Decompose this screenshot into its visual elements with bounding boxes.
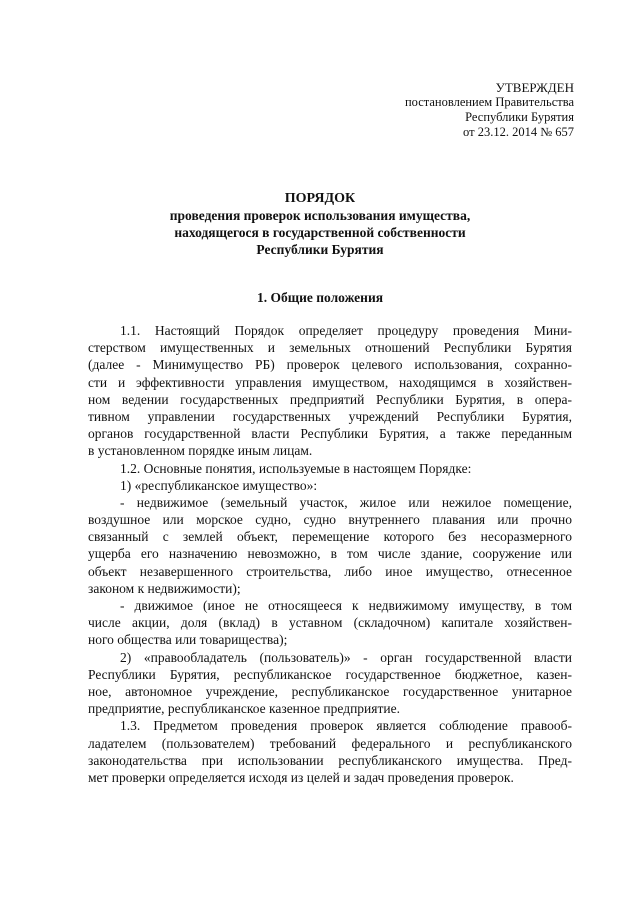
text-line: предприятие, республиканское казенное предприятие. — [88, 701, 400, 717]
text-line: ущерба его назначению невозможно, в том числе здание, сооружение или — [88, 546, 572, 562]
text-line: ного общества или товарищества); — [88, 632, 288, 648]
text-line: - недвижимое (земельный участок, жилое или нежилое помещение, — [120, 494, 572, 510]
text-line: законодательства при использовании республиканского имущества. Пред- — [88, 752, 572, 768]
approval-line: постановлением Правительства — [404, 95, 574, 109]
approval-line: Республики Бурятия — [465, 110, 574, 124]
text-line: тивном управлении государственных учреждений Республики Бурятия, — [88, 408, 572, 424]
document-title — [0, 190, 640, 258]
text-line: (далее - Минимущество РБ) проверок целевого использования, сохранно- — [88, 357, 572, 373]
approval-heading: УТВЕРЖДЕН — [495, 80, 574, 95]
text-line: объект незавершенного строительства, либо иное имущество, отнесенное — [88, 563, 572, 579]
section-heading: 1. Общие положения — [256, 290, 384, 305]
text-line: ладателем (пользователем) требований федерального и республиканского — [88, 735, 572, 751]
text-line: 1.1. Настоящий Порядок определяет процедуру проведения Мини- — [120, 323, 572, 338]
title-line: Республики Бурятия — [256, 242, 384, 257]
text-line: Республики Бурятия, республиканское государственное бюджетное, казен- — [88, 666, 572, 682]
title-line: находящегося в государственной собственности — [174, 225, 466, 240]
text-line: сти и эффективности управления имуществом, находящимся в хозяйствен- — [88, 374, 572, 390]
text-line: 2) «правообладатель (пользователь)» - орган государственной власти — [120, 649, 572, 665]
text-line: - движимое (иное не относящееся к недвижимому имуществу, в том — [120, 598, 572, 613]
approval-stamp — [405, 80, 574, 140]
text-line: мет проверки определяется исходя из целей и задач проведения проверок. — [88, 769, 514, 785]
text-line: в установленном порядке иным лицам. — [88, 443, 313, 459]
text-line: связанный с землей объект, перемещение которого без несоразмерного — [88, 529, 572, 545]
title-line: проведения проверок использования имущества, — [169, 208, 471, 223]
text-line: воздушное или морское судно, судно внутреннего плавания или прочно — [88, 512, 572, 528]
text-line: законом к недвижимости); — [88, 580, 241, 596]
text-line: органов государственной власти Республики Бурятия, а также переданным — [88, 426, 572, 442]
text-line: 1.2. Основные понятия, используемые в настоящем Порядке: — [120, 460, 472, 476]
text-line: числе акции, доля (вклад) в уставном (складочном) капитале хозяйствен- — [88, 615, 572, 631]
text-line: 1.3. Предметом проведения проверок является соблюдение правооб- — [120, 718, 572, 734]
title-line: ПОРЯДОК — [284, 191, 356, 206]
text-line: ном ведении государственных предприятий Республики Бурятия, в опера- — [88, 391, 572, 407]
approval-date: от 23.12. 2014 № 657 — [463, 125, 574, 139]
body-text — [88, 322, 572, 786]
text-line: стерством имущественных и земельных отношений Республики Бурятия — [88, 340, 572, 356]
text-line: 1) «республиканское имущество»: — [120, 477, 318, 493]
text-line: ное, автономное учреждение, республиканское государственное унитарное — [88, 683, 572, 699]
